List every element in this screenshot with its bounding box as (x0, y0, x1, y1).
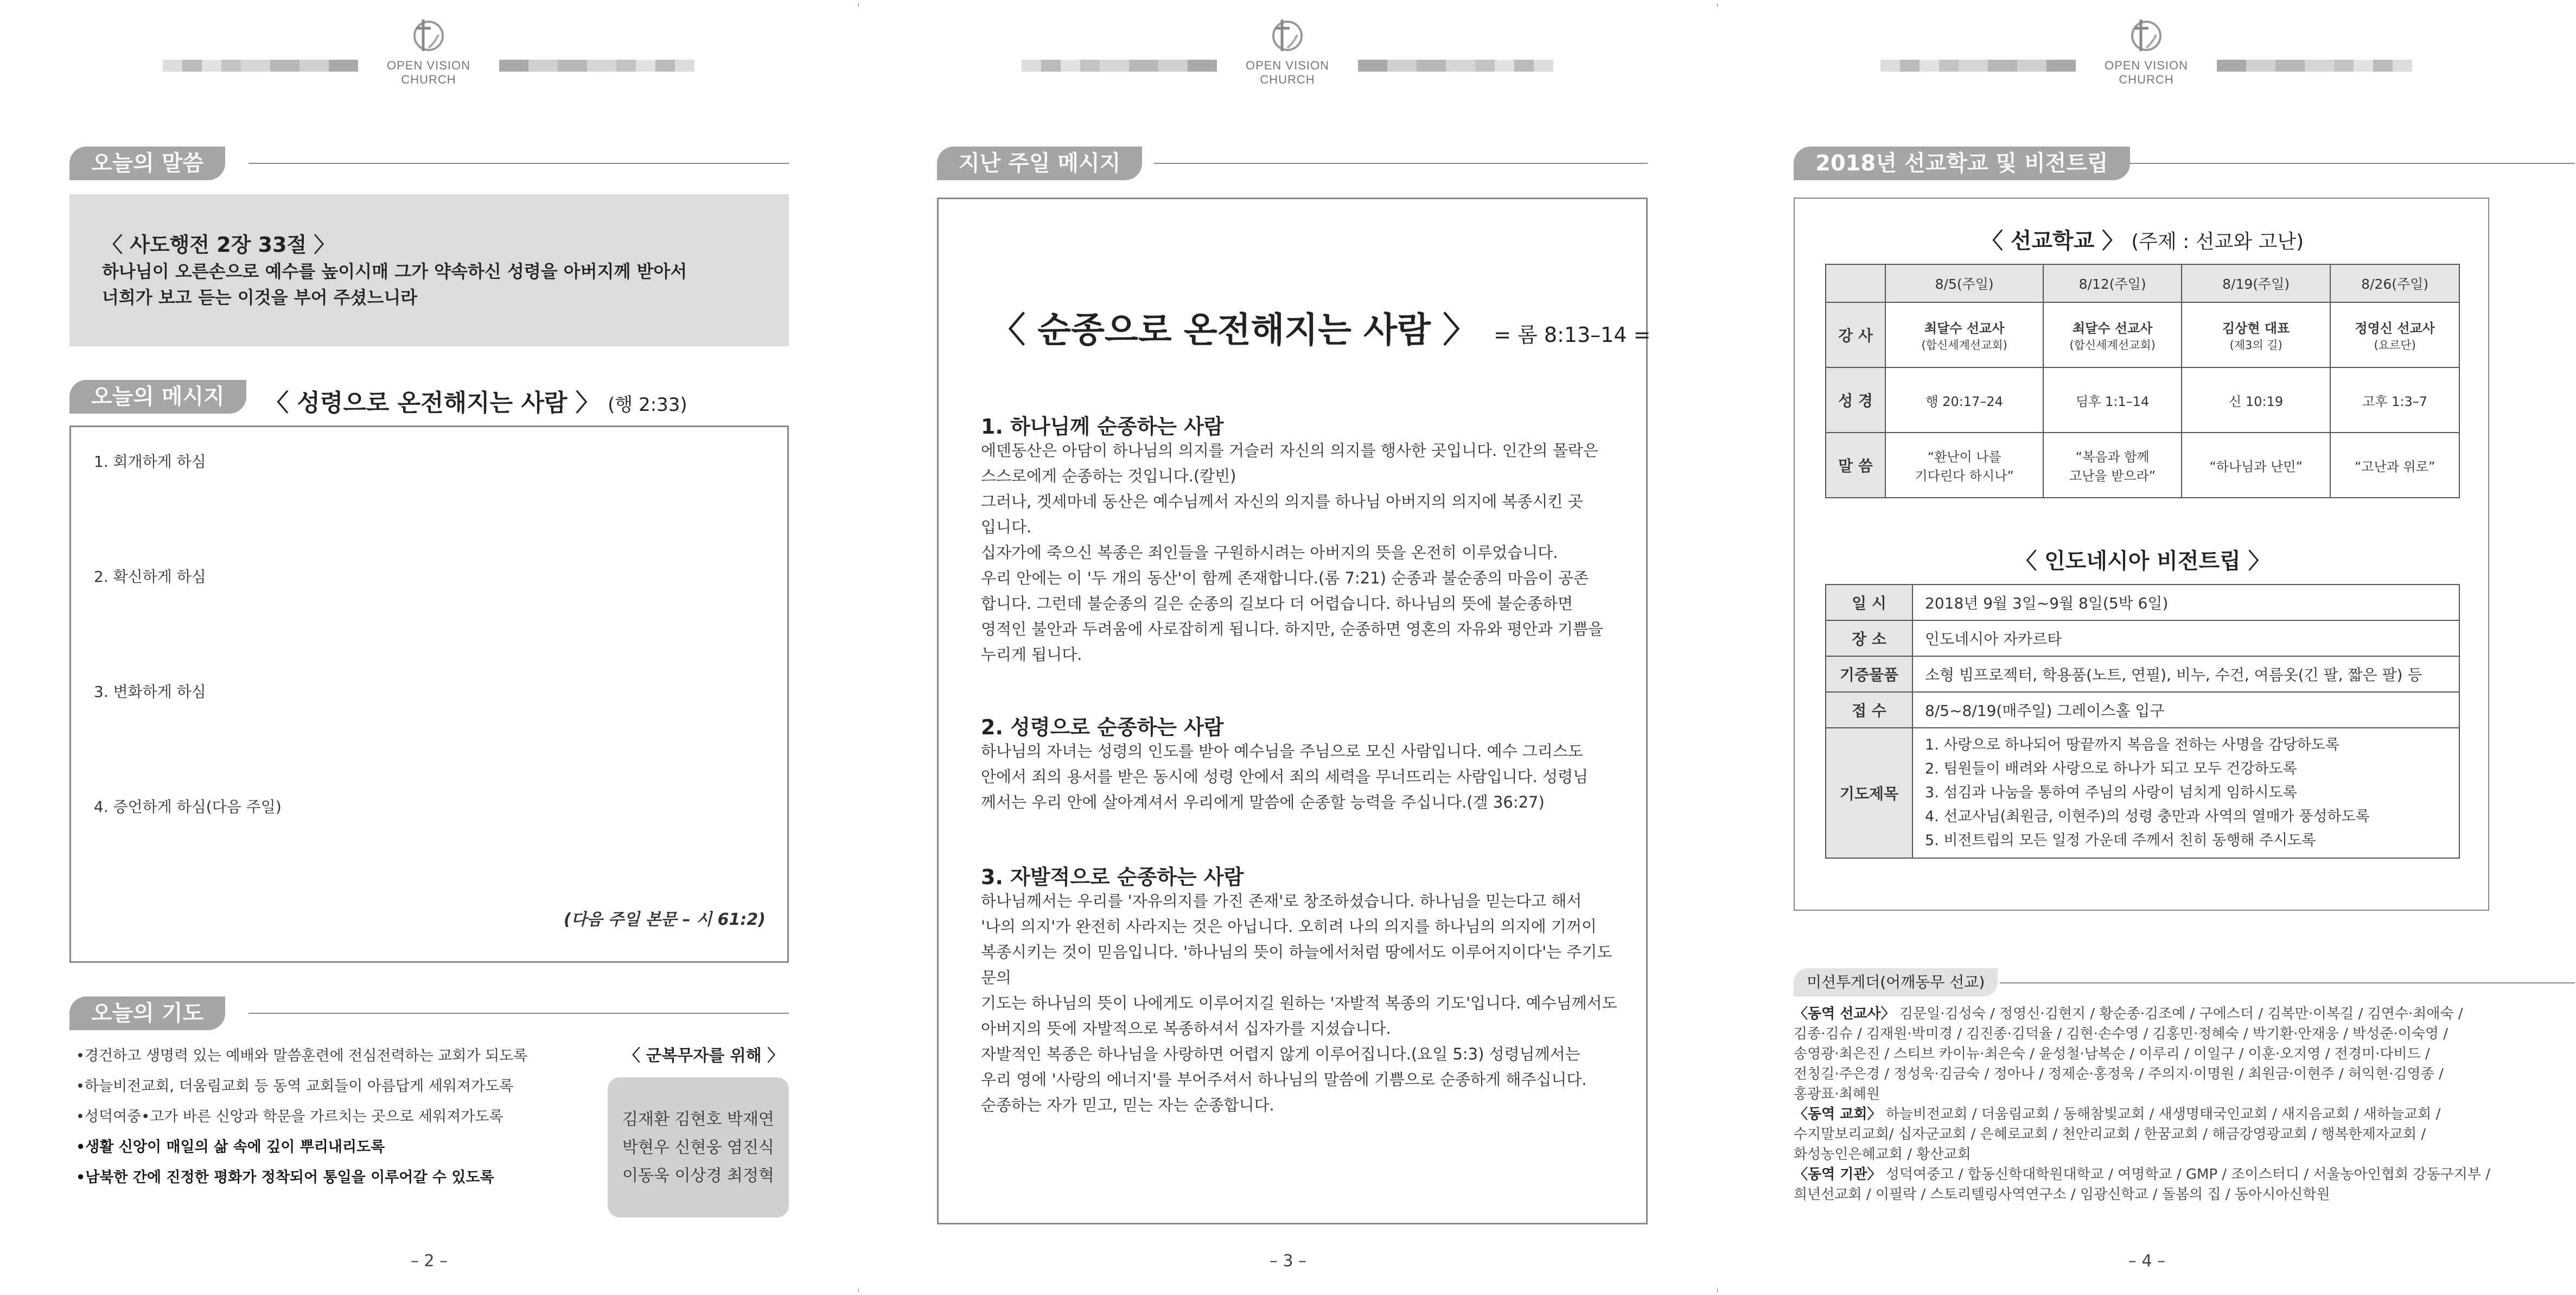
speaker-org: (요르단) (2374, 338, 2416, 352)
page-number: – 3 – (1269, 1252, 1307, 1271)
speaker-cell (2182, 302, 2330, 367)
trip-prayer-item: 2. 팀원들이 배려와 사랑으로 하나가 되고 모두 건강하도록 (1925, 760, 2297, 777)
mission-school-header (1794, 147, 2575, 180)
sermon-line: 우리 안에는 이 '두 개의 동산'이 함께 존재합니다.(롬 7:21) 순종과 불순종의 마음이 공존 (981, 569, 1589, 587)
section-rule (248, 1013, 789, 1014)
sermon-line: 순종하는 자가 믿고, 믿는 자는 순종합니다. (981, 1096, 1274, 1114)
message-section-tab: 오늘의 메시지 (69, 380, 246, 414)
church-name: OPEN VISION CHURCH (386, 59, 471, 86)
page-header (1875, 15, 2418, 86)
trip-prayer-item: 5. 비전트립의 모든 일정 가운데 주께서 친히 동행해 주시도록 (1925, 832, 2316, 849)
header-bar-left (163, 60, 358, 72)
church-name: OPEN VISION CHURCH (1245, 59, 1330, 86)
table-row (1826, 620, 2459, 656)
sermon-line: '나의 의지'가 완전히 사라지는 것은 아닙니다. 오히려 나의 의지를 하나님의 의지에 기꺼이 (981, 917, 1597, 936)
sermon-cell (1885, 433, 2043, 498)
message-point: 3. 변화하게 하심 (94, 683, 206, 701)
page-4 (1718, 0, 2576, 1295)
verse-reference: 〈 사도행전 2장 33절 〉 (102, 233, 335, 257)
mission-group-label: 〈동역 교회〉 (1794, 1106, 1882, 1122)
sermon-line: 에덴동산은 아담이 하나님의 의지를 거슬러 자신의 의지를 행사한 곳입니다. 인간의 몰락은 (981, 441, 1598, 460)
trip-table (1825, 584, 2460, 859)
table-row (1826, 367, 2459, 433)
sermon-point-heading: 2. 성령으로 순종하는 사람 (981, 715, 1224, 739)
trip-prayer-item: 1. 사랑으로 하나되어 땅끝까지 복음을 전하는 사명을 감당하도록 (1925, 737, 2339, 753)
message-title (265, 383, 687, 418)
sermon-line: 합니다. 그런데 불순종의 길은 순종의 길보다 더 어렵습니다. 하나님의 뜻에 불순종하면 (981, 594, 1573, 613)
trip-value: 8/5~8/19(매주일) 그레이스홀 입구 (1912, 692, 2459, 728)
sermon-line: 우리 영에 '사랑의 에너지'를 부어주셔서 하나님의 말씀에 기쁨으로 순종하게 해주십니다. (981, 1070, 1587, 1089)
school-title (1795, 224, 2490, 255)
sermon-paragraph (981, 438, 1619, 668)
table-row (1826, 656, 2459, 692)
speaker-name: 최달수 선교사 (2072, 320, 2153, 336)
speaker-org: (합신세계선교회) (2069, 338, 2156, 352)
trip-prayer-list (1912, 728, 2459, 858)
sermon-point-heading: 1. 하나님께 순종하는 사람 (981, 415, 1224, 439)
mission-line: 홍광표·최혜원 (1794, 1086, 1880, 1102)
row-head: 말 씀 (1826, 433, 1885, 498)
page-number: – 2 – (410, 1252, 448, 1271)
speaker-name: 정영신 선교사 (2355, 320, 2435, 336)
sermon-line: 누리게 됩니다. (981, 645, 1082, 664)
mission-partners (1794, 1004, 2499, 1205)
mission-line: 김문일·김성숙 / 정영신·김현지 / 황순종·김조예 / 구에스더 / 김복만·이복길 / 김연수·최애숙 / (1895, 1006, 2463, 1022)
sermon-line: 십자가에 죽으신 복종은 죄인들을 구원하시려는 아버지의 뜻을 온전히 이루었습니다. (981, 543, 1558, 562)
sermon-line: 자발적인 복종은 하나님을 사랑하면 어렵지 않게 이루어집니다.(요일 5:3) 성령님께서는 (981, 1045, 1580, 1063)
mission-line: 성덕여중고 / 합동신학대학원대학교 / 여명학교 / GMP / 조이스터디 / 서울농아인협회 강동구지부 / (1881, 1166, 2490, 1183)
military-names-row: 김재환 김현호 박재연 (622, 1110, 774, 1129)
sermon-line: 안에서 죄의 용서를 받은 동시에 성령 안에서 죄의 세력을 무너뜨리는 사람입니다. 성령님 (981, 767, 1589, 786)
military-prayer-title: 〈 군복무자를 위해 〉 (624, 1046, 784, 1065)
military-names-box (608, 1077, 789, 1217)
trip-value: 2018년 9월 3일~9월 8일(5박 6일) (1912, 585, 2459, 620)
trip-prayer-item: 4. 선교사님(최원금, 이현주)의 성령 충만과 사역의 열매가 풍성하도록 (1925, 808, 2370, 825)
trip-value: 소형 빔프로젝터, 학용품(노트, 연필), 비누, 수건, 여름옷(긴 팔, 짧은 팔) 등 (1912, 656, 2459, 692)
school-theme: (주제 : 선교와 고난) (2131, 231, 2304, 253)
section-rule (2130, 163, 2575, 164)
mission-line: 하늘비전교회 / 더움림교회 / 동해참빛교회 / 새생명태국인교회 / 새지음교회 / 새하늘교회 / (1881, 1106, 2441, 1122)
scripture-cell: 고후 1:3–7 (2330, 367, 2459, 433)
row-head: 성 경 (1826, 367, 1885, 433)
message-scripture-ref: (행 2:33) (608, 394, 687, 416)
verse-line: 너희가 보고 듣는 이것을 부어 주셨느니라 (102, 287, 418, 308)
sermon-cell-line: 기다린다 하시나” (1915, 468, 2014, 484)
sermon-line: 하나님의 자녀는 성령의 인도를 받아 예수님을 주님으로 모신 사람입니다. 예수 그리스도 (981, 742, 1583, 760)
church-logo-icon (1266, 15, 1309, 59)
sermon-cell-line: “환난이 나를 (1927, 449, 2001, 465)
word-section-tab: 오늘의 말씀 (69, 147, 225, 180)
sermon-line: 기도는 하나님의 뜻이 나에게도 이루어지길 원하는 '자발적 복종의 기도'입니다. 예수님께서도 (981, 994, 1617, 1012)
table-row (1826, 585, 2459, 620)
school-title-text: 〈 선교학교 〉 (1981, 228, 2124, 253)
date-cell: 8/19(주일) (2182, 264, 2330, 302)
message-notes-box (69, 426, 789, 963)
mission-line: 송영광·최은진 / 스티브 카이뉴·최은숙 / 윤성철·남복순 / 이루리 / 이일구 / 이훈·오지영 / 전경미·다비드 / (1794, 1046, 2430, 1062)
page-2 (0, 0, 858, 1295)
school-table (1825, 264, 2460, 498)
page-number: – 4 – (2128, 1252, 2166, 1271)
church-logo-icon (407, 15, 450, 59)
message-section-header (69, 380, 789, 417)
prayer-section-header (69, 996, 789, 1030)
date-cell: 8/26(주일) (2330, 264, 2459, 302)
speaker-org: (합신세계선교회) (1921, 338, 2007, 352)
row-head: 접 수 (1826, 692, 1912, 728)
trip-title: 〈 인도네시아 비전트립 〉 (2015, 549, 2270, 574)
table-row (1826, 728, 2459, 858)
prayer-item: •하늘비전교회, 더움림교회 등 동역 교회들이 아름답게 세워져가도록 (76, 1078, 514, 1095)
mission-group (1794, 1104, 2499, 1165)
row-head: 일 시 (1826, 585, 1912, 620)
table-row (1826, 692, 2459, 728)
mission-group-label: 〈동역 기관〉 (1794, 1166, 1882, 1183)
mission-group (1794, 1165, 2499, 1205)
row-head: 기도제목 (1826, 728, 1912, 858)
prayer-item: •생활 신앙이 매일의 삶 속에 깊이 뿌리내리도록 (76, 1139, 385, 1156)
header-bar-right (499, 60, 694, 72)
date-cell: 8/12(주일) (2043, 264, 2182, 302)
message-point: 2. 확신하게 하심 (94, 568, 206, 586)
mission-line: 희년선교회 / 이필락 / 스토리텔링사역연구소 / 임광신학교 / 돌봄의 집 / 동아시아신학원 (1794, 1186, 2330, 1203)
sermon-scripture-ref: = 롬 8:13–14 = (1494, 323, 1651, 347)
church-logo-icon (2125, 15, 2168, 59)
prayer-item: •성덕여중•고가 바른 신앙과 학문을 가르치는 곳으로 세워져가도록 (76, 1108, 503, 1125)
date-cell: 8/5(주일) (1885, 264, 2043, 302)
speaker-name: 김상현 대표 (2222, 320, 2290, 336)
sermon-line: 께서는 우리 안에 살아계셔서 우리에게 말씀에 순종할 능력을 주십니다.(겔 36:27) (981, 793, 1545, 811)
section-rule (1154, 163, 1648, 164)
speaker-cell (2043, 302, 2182, 367)
sermon-box (937, 198, 1651, 1224)
last-sermon-tab: 지난 주일 메시지 (937, 147, 1142, 180)
sermon-title-text: 〈 순종으로 온전해지는 사람 〉 (991, 310, 1478, 351)
sermon-cell (2043, 433, 2182, 498)
military-names-row: 박현우 신현웅 염진식 (622, 1138, 774, 1157)
trip-value: 인도네시아 자카르타 (1912, 620, 2459, 656)
message-point: 1. 회개하게 하심 (94, 453, 206, 471)
mission-line: 화성농인은혜교회 / 황산교회 (1794, 1146, 1971, 1163)
sermon-point-heading: 3. 자발적으로 순종하는 사람 (981, 865, 1244, 889)
prayer-list (76, 1041, 564, 1193)
header-bar-left (1880, 60, 2076, 72)
sermon-line: 하나님께서는 우리를 '자유의지를 가진 존재'로 창조하셨습니다. 하나님을 믿는다고 해서 (981, 892, 1582, 910)
page-header (157, 15, 700, 86)
prayer-section-tab: 오늘의 기도 (69, 996, 225, 1030)
message-point: 4. 증언하게 하심(다음 주일) (94, 798, 282, 816)
speaker-cell (1885, 302, 2043, 367)
page-header (1016, 15, 1559, 86)
sermon-cell: “하나님과 난민” (2182, 433, 2330, 498)
speaker-name: 최달수 선교사 (1924, 320, 2005, 336)
mission-line: 수지말보리교회/ 십자군교회 / 은혜로교회 / 천안리교회 / 한꿈교회 / 해금강영광교회 / 행복한제자교회 / (1794, 1126, 2426, 1142)
speaker-cell (2330, 302, 2459, 367)
sermon-cell-line: 고난을 받으라” (2069, 468, 2156, 484)
scripture-cell: 신 10:19 (2182, 367, 2330, 433)
verse-line: 하나님이 오른손으로 예수를 높이시매 그가 약속하신 성령을 아버지께 받아서 (102, 261, 687, 282)
verse-box (69, 194, 789, 346)
sermon-paragraph (981, 888, 1619, 1118)
speaker-org: (제3의 길) (2229, 338, 2282, 352)
mission-school-tab: 2018년 선교학교 및 비전트립 (1794, 147, 2130, 180)
sermon-line: 영적인 불안과 두려움에 사로잡히게 됩니다. 하지만, 순종하면 영혼의 자유와 평안과 기쁨을 (981, 620, 1604, 638)
section-rule (248, 163, 789, 164)
sermon-title (991, 302, 1651, 352)
word-section-header (69, 147, 789, 180)
header-bar-left (1022, 60, 1217, 72)
verse-text (102, 258, 753, 310)
row-head: 강 사 (1826, 302, 1885, 367)
table-row (1826, 433, 2459, 498)
sermon-line: 아버지의 뜻에 자발적으로 복종하셔서 십자가를 지셨습니다. (981, 1019, 1391, 1038)
sermon-cell: “고난과 위로” (2330, 433, 2459, 498)
header-bar-right (2217, 60, 2412, 72)
sermon-line: 그러나, 겟세마네 동산은 예수님께서 자신의 의지를 하나님 아버지의 의지에 복종시킨 곳 (981, 492, 1583, 511)
church-name: OPEN VISION CHURCH (2104, 59, 2189, 86)
prayer-item: •경건하고 생명력 있는 예배와 말씀훈련에 전심전력하는 교회가 되도록 (76, 1048, 528, 1064)
prayer-item: •남북한 간에 진정한 평화가 정착되어 통일을 이루어갈 수 있도록 (76, 1169, 494, 1186)
section-rule (2000, 982, 2575, 983)
sermon-paragraph (981, 739, 1619, 815)
row-head: 기증물품 (1826, 656, 1912, 692)
trip-prayer-item: 3. 섬김과 나눔을 통하여 주님의 사랑이 넘치게 임하시도록 (1925, 784, 2297, 801)
header-bar-right (1358, 60, 1553, 72)
page-3 (859, 0, 1717, 1295)
mission-line: 김종·김슈 / 김재원·박미경 / 김진종·김덕율 / 김현·손수영 / 김홍민·정혜숙 / 박기환·안재웅 / 박성준·이숙영 / (1794, 1026, 2449, 1042)
message-title-text: 〈 성령으로 온전해지는 사람 〉 (265, 389, 600, 417)
scripture-cell: 딤후 1:1–14 (2043, 367, 2182, 433)
mission-group (1794, 1004, 2499, 1104)
mission-group-label: 〈동역 선교사〉 (1794, 1006, 1895, 1022)
scripture-cell: 행 20:17–24 (1885, 367, 2043, 433)
row-head: 장 소 (1826, 620, 1912, 656)
next-week-passage: (다음 주일 본문 – 시 61:2) (563, 910, 766, 929)
sermon-line: 복종시키는 것이 믿음입니다. '하나님의 뜻이 하늘에서처럼 땅에서도 이루어지이다'는 주기도문의 (981, 943, 1612, 987)
mission-box (1794, 198, 2489, 911)
mission-line: 전칭길·주은경 / 정성욱·김금숙 / 정아나 / 정제순·홍정욱 / 주의지·이명원 / 최원금·이현주 / 허익현·김영종 / (1794, 1066, 2444, 1082)
military-names-row: 이동욱 이상경 최정혁 (622, 1166, 774, 1185)
mission-together-title: 미션투게더(어깨동무 선교) (1794, 968, 1998, 996)
sermon-line: 스스로에게 순종하는 것입니다.(칼빈) (981, 467, 1236, 485)
table-row (1826, 302, 2459, 367)
table-header-row (1826, 264, 2459, 302)
sermon-cell-line: “복음과 함께 (2075, 449, 2150, 465)
last-sermon-header (937, 147, 1648, 180)
sermon-line: 입니다. (981, 518, 1032, 536)
table-corner (1826, 264, 1885, 302)
